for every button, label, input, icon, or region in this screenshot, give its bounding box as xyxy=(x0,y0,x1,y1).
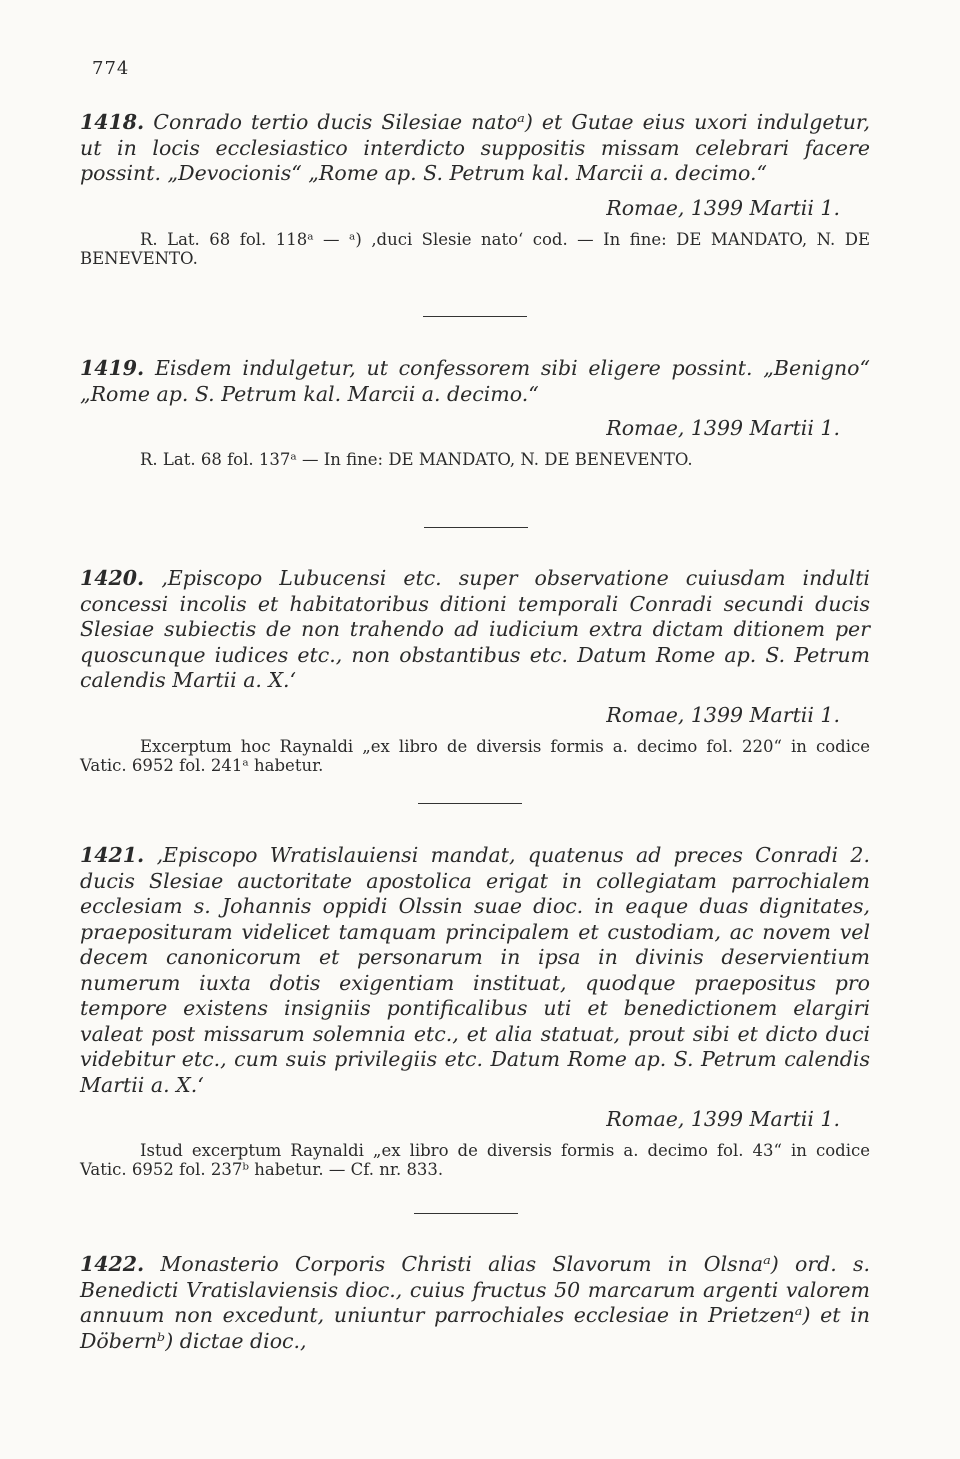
entry-text xyxy=(80,843,870,1098)
source-note: Istud excerptum Raynaldi „ex libro de diversis formis a. decimo fol. 43“ in codice Vatic. 6952 fol. 237ᵇ habetur. — Cf. nr. 833. xyxy=(80,1141,870,1179)
page-number: 774 xyxy=(92,58,130,79)
entry-body: ‚Episcopo Lubucensi etc. super observatione cuiusdam indulti concessi incolis et habitatoribus ditioni temporali Conradi secundi ducis Slesiae subiectis de non trahendo ad iudicium extra dictam ditionem per quoscunque iudices etc., non obstantibus etc. Datum Rome ap. S. Petrum calendis Martii a. X.‘ xyxy=(80,566,870,692)
entry-date: Romae, 1399 Martii 1. xyxy=(606,195,840,220)
separator xyxy=(423,316,527,317)
entry-text xyxy=(80,1252,870,1354)
entry-1421 xyxy=(80,843,870,1179)
entry-text xyxy=(80,110,870,187)
entry-1422 xyxy=(80,1252,870,1354)
entry-date: Romae, 1399 Martii 1. xyxy=(606,1107,840,1131)
entry-number: 1421. xyxy=(80,843,145,867)
entry-body: Conrado tertio ducis Silesiae natoᵃ) et Gutae eius uxori indulgetur, ut in locis ecclesiastico interdicto suppositis missam celebrari facere possint. „Devocionis“ „Rome ap. S. Petrum kal. Marcii a. decimo.“ xyxy=(80,110,870,185)
entry-date: Romae, 1399 Martii 1. xyxy=(606,416,840,440)
entry-body: ‚Episcopo Wratislauiensi mandat, quatenus ad preces Conradi 2. ducis Slesiae auctoritate apostolica erigat in collegiatam parrochialem ecclesiam s. Johannis oppidi Olssin suae dioc. in eaque duas dignitates, praeposituram videlicet tamquam principalem et custodiam, ac novem vel decem canonicorum et personarum in ipsa in divinis deservientium numerum iuxta dotis exigentiam instituat, quodque praepositus pro tempore existens insigniis pontificalibus uti et benedictionem elargiri valeat post missarum solemnia etc., et alia statuat, prout sibi et dicto duci videbitur etc., cum suis privilegiis etc. Datum Rome ap. S. Petrum calendis Martii a. X.‘ xyxy=(80,843,870,1097)
separator xyxy=(414,1213,518,1214)
entry-body: Monasterio Corporis Christi alias Slavorum in Olsnaᵃ) ord. s. Benedicti Vratislaviensis dioc., cuius fructus 50 marcarum argenti valorem annuum non excedunt, uniuntur parrochiales ecclesiae in Prietzenᵃ) et in Döbernᵇ) dictae dioc., xyxy=(80,1252,870,1353)
entry-body: Eisdem indulgetur, ut confessorem sibi eligere possint. „Benigno“ „Rome ap. S. Petrum kal. Marcii a. decimo.“ xyxy=(80,356,870,406)
entry-1419 xyxy=(80,356,870,469)
source-note: Excerptum hoc Raynaldi „ex libro de diversis formis a. decimo fol. 220“ in codice Vatic. 6952 fol. 241ᵃ habetur. xyxy=(80,736,870,775)
source-note: R. Lat. 68 fol. 137ᵃ — In fine: DE MANDATO, N. DE BENEVENTO. xyxy=(140,450,693,469)
separator xyxy=(418,803,522,804)
entry-number: 1418. xyxy=(80,110,145,134)
entry-text xyxy=(80,356,870,407)
entry-number: 1420. xyxy=(80,566,145,590)
entry-text xyxy=(80,566,870,694)
entry-date: Romae, 1399 Martii 1. xyxy=(606,702,840,727)
entry-number: 1419. xyxy=(80,356,145,380)
entry-1420 xyxy=(80,566,870,775)
entry-1418 xyxy=(80,110,870,268)
separator xyxy=(424,527,528,528)
entry-number: 1422. xyxy=(80,1252,145,1276)
source-note: R. Lat. 68 fol. 118ᵃ — ᵃ) ‚duci Slesie nato‘ cod. — In fine: DE MANDATO, N. DE BENEVENTO. xyxy=(80,229,870,268)
